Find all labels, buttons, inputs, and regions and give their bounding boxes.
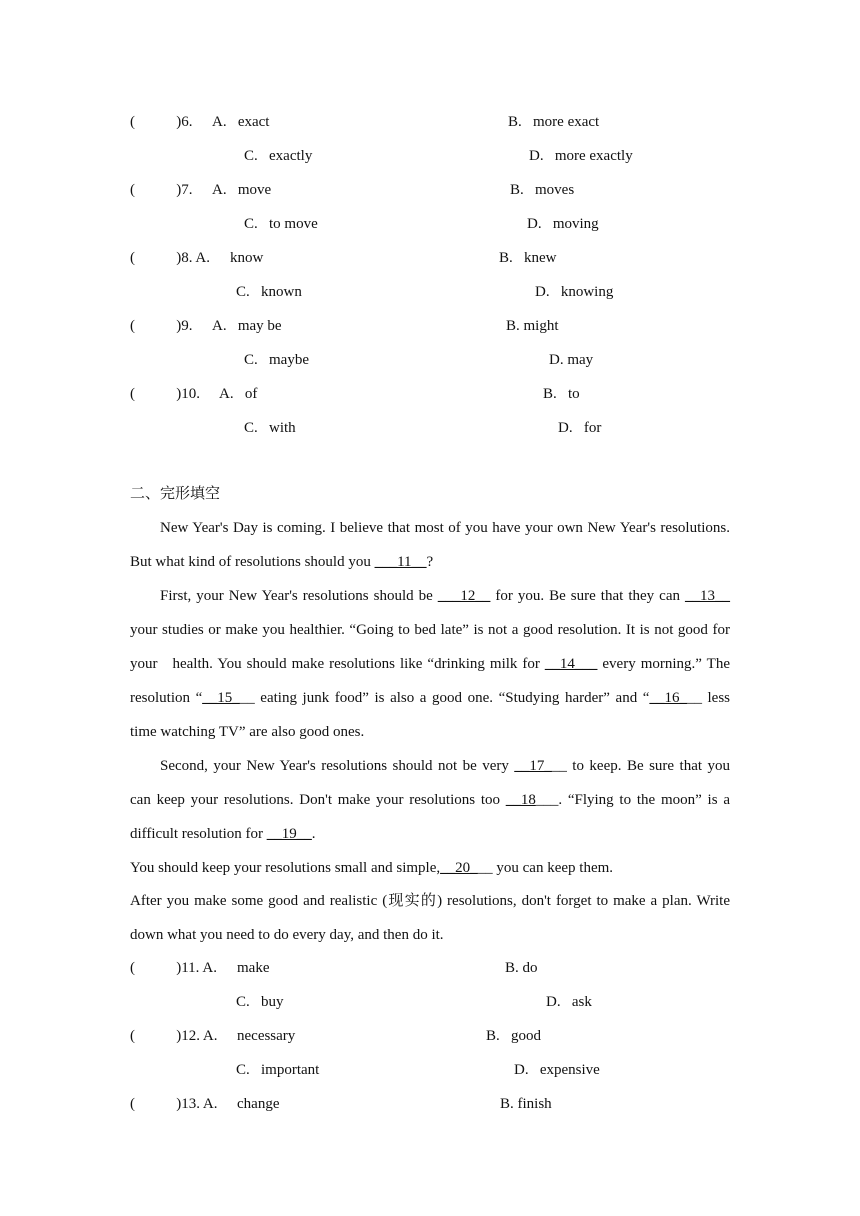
- option-b: B. good: [486, 1028, 542, 1044]
- option-a: necessary: [237, 1028, 296, 1044]
- blank-14: __14___: [544, 656, 598, 672]
- option-d: D. knowing: [535, 284, 614, 300]
- passage-line: difficult resolution for __19__.: [130, 826, 316, 842]
- option-a: know: [230, 250, 264, 266]
- passage-line: your health. You should make resolutions like “drinking milk for __14___ every morning.” The: [130, 656, 730, 672]
- option-b: B. do: [505, 960, 538, 976]
- option-d: D. expensive: [514, 1062, 600, 1078]
- passage-line: New Year's Day is coming. I believe that most of you have your own New Year's resolutions.: [160, 520, 730, 536]
- option-b: B. more exact: [508, 114, 600, 130]
- blank-13: __13__: [685, 588, 730, 604]
- option-a: A. move: [212, 182, 272, 198]
- option-a: A. exact: [212, 114, 270, 130]
- blank-16: __16_: [649, 690, 687, 706]
- passage-line: But what kind of resolutions should you ___11__?: [130, 554, 434, 570]
- passage-line: First, your New Year's resolutions should be ___12__ for you. Be sure that they can __13__: [160, 588, 730, 604]
- blank-12: ___12__: [437, 588, 491, 604]
- option-b: B. finish: [500, 1096, 552, 1112]
- question-number: ( )8. A.: [130, 250, 210, 266]
- option-b: B. might: [506, 318, 559, 334]
- question-number: ( )11. A.: [130, 960, 217, 976]
- question-number: ( )10.: [130, 386, 200, 402]
- blank-11: ___11__: [374, 554, 427, 570]
- option-d: D. more exactly: [529, 148, 633, 164]
- option-a: change: [237, 1096, 280, 1112]
- blank-15: __15_: [202, 690, 240, 706]
- passage-line: resolution “__15___ eating junk food” is also a good one. “Studying harder” and “__16___ less: [130, 690, 731, 706]
- option-a: A. may be: [212, 318, 282, 334]
- option-d: D. for: [558, 420, 602, 436]
- option-c: C. maybe: [244, 352, 309, 368]
- passage-line: time watching TV” are also good ones.: [130, 724, 365, 740]
- option-b: B. to: [543, 386, 580, 402]
- question-number: ( )9.: [130, 318, 193, 334]
- question-number: ( )7.: [130, 182, 193, 198]
- blank-17: __17_: [514, 758, 552, 774]
- option-c: C. with: [244, 420, 296, 436]
- passage-line: can keep your resolutions. Don't make your resolutions too __18___. “Flying to the moon” is a: [130, 792, 730, 808]
- passage-line: your studies or make you healthier. “Going to bed late” is not a good resolution. It is not good for: [130, 622, 730, 638]
- option-d: D. may: [549, 352, 594, 368]
- section-title: 二、完形填空: [130, 486, 221, 502]
- blank-18: __18: [505, 792, 536, 808]
- question-number: ( )13. A.: [130, 1096, 218, 1112]
- option-d: D. moving: [527, 216, 599, 232]
- question-number: ( )6.: [130, 114, 193, 130]
- blank-20: __20_: [440, 860, 478, 876]
- option-c: C. important: [236, 1062, 320, 1078]
- passage-line: Second, your New Year's resolutions should not be very __17___ to keep. Be sure that you: [160, 758, 730, 774]
- passage-line: You should keep your resolutions small and simple,__20___ you can keep them.: [130, 860, 614, 876]
- option-a: A. of: [219, 386, 258, 402]
- passage-line: down what you need to do every day, and then do it.: [130, 927, 444, 943]
- blank-19: __19__: [266, 826, 312, 842]
- passage-line: After you make some good and realistic (现实的) resolutions, don't forget to make a plan. Write: [130, 893, 730, 909]
- option-c: C. known: [236, 284, 302, 300]
- option-c: C. to move: [244, 216, 318, 232]
- option-c: C. buy: [236, 994, 284, 1010]
- option-a: make: [237, 960, 270, 976]
- option-c: C. exactly: [244, 148, 313, 164]
- option-d: D. ask: [546, 994, 592, 1010]
- question-number: ( )12. A.: [130, 1028, 218, 1044]
- option-b: B. moves: [510, 182, 575, 198]
- option-b: B. knew: [499, 250, 557, 266]
